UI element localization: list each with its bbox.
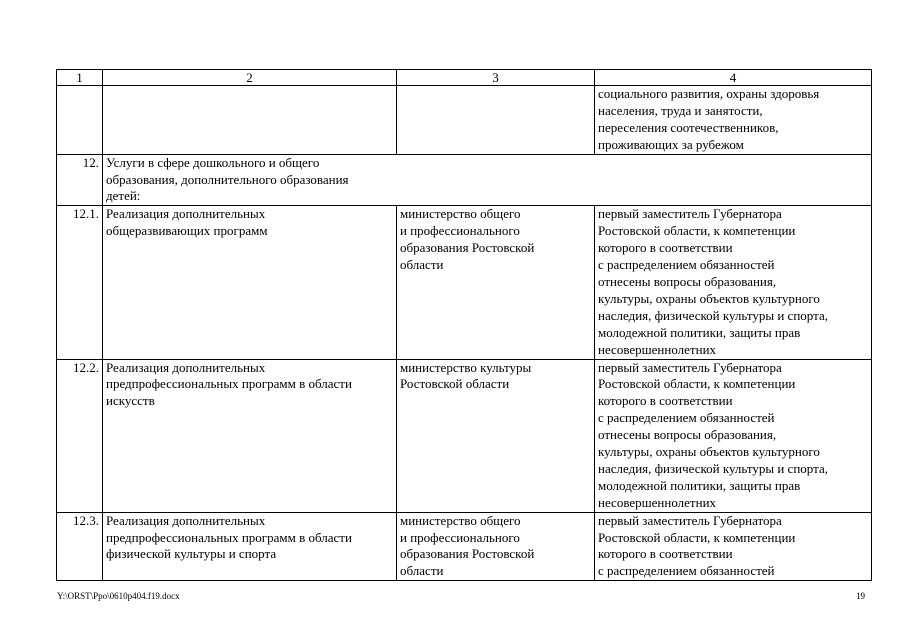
service-cell: Реализация дополнительных предпрофессиональных программ в области искусств <box>103 359 397 512</box>
ministry-cell: министерство общего и профессионального образования Ростовской области <box>397 206 595 359</box>
table-row <box>57 206 872 359</box>
section-title: Услуги в сфере дошкольного и общего образования, дополнительного образования детей: <box>106 154 349 204</box>
header-cell-1: 1 <box>57 70 103 86</box>
table-row <box>57 359 872 512</box>
row-number: 12. <box>57 154 103 206</box>
official-cell: социального развития, охраны здоровья населения, труда и занятости, переселения соотечественников, проживающих за рубежом <box>595 86 872 155</box>
official-cell: первый заместитель Губернатора Ростовской области, к компетенции которого в соответствии с распределением обязанностей <box>595 512 872 581</box>
table-row <box>57 86 872 155</box>
service-cell <box>103 86 397 155</box>
header-cell-2: 2 <box>103 70 397 86</box>
document-table <box>56 69 872 581</box>
footer-file-path: Y:\ORST\Ppo\0610p404.f19.docx <box>57 591 180 601</box>
ministry-cell <box>397 86 595 155</box>
official-cell: первый заместитель Губернатора Ростовской области, к компетенции которого в соответствии с распределением обязанностей отнесены вопросы образования, культуры, охраны объектов культурного наследия, физической культуры и спорта, молодежной политики, защиты прав несовершеннолетних <box>595 359 872 512</box>
section-row <box>57 154 872 206</box>
table-row <box>57 512 872 581</box>
ministry-cell: министерство культуры Ростовской области <box>397 359 595 512</box>
row-number: 12.3. <box>57 512 103 581</box>
header-cell-3: 3 <box>397 70 595 86</box>
ministry-cell: министерство общего и профессионального образования Ростовской области <box>397 512 595 581</box>
row-number <box>57 86 103 155</box>
header-cell-4: 4 <box>595 70 872 86</box>
official-cell: первый заместитель Губернатора Ростовской области, к компетенции которого в соответствии с распределением обязанностей отнесены вопросы образования, культуры, охраны объектов культурного наследия, физической культуры и спорта, молодежной политики, защиты прав несовершеннолетних <box>595 206 872 359</box>
service-cell: Реализация дополнительных общеразвивающих программ <box>103 206 397 359</box>
footer-page-number: 19 <box>856 591 865 601</box>
table-header-row <box>57 70 872 86</box>
service-cell: Реализация дополнительных предпрофессиональных программ в области физической культуры и спорта <box>103 512 397 581</box>
section-title-cell <box>103 154 872 206</box>
row-number: 12.2. <box>57 359 103 512</box>
row-number: 12.1. <box>57 206 103 359</box>
